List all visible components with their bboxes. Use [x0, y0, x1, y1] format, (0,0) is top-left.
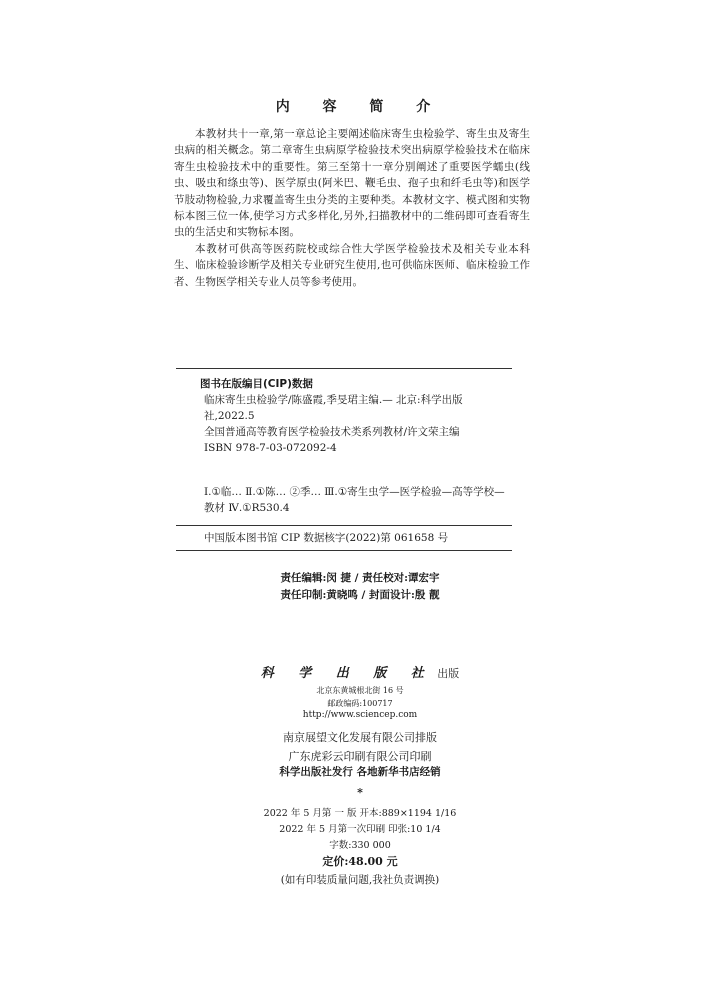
quality-notice: (如有印装质量问题,我社负责调换): [280, 874, 440, 886]
cip-record: 中国版本图书馆 CIP 数据核字(2022)第 061658 号: [204, 532, 449, 544]
publisher-name: 科 学 出 版 社: [260, 666, 434, 681]
cip-classification-block: [176, 484, 512, 516]
publisher-url: http://www.sciencep.com: [302, 710, 418, 720]
cip-top-rule: [176, 368, 512, 369]
publisher-postcode: 邮政编码:100717: [327, 699, 393, 708]
publisher-address: 北京东黄城根北街 16 号: [316, 686, 404, 695]
cip-bottom-rule: [176, 550, 512, 551]
cip-heading: 图书在版编目(CIP)数据: [200, 378, 313, 390]
printer-line: 广东虎彩云印刷有限公司印刷: [288, 750, 432, 763]
price: 定价:48.00 元: [322, 855, 398, 868]
publisher-line: [0, 662, 720, 681]
cip-classification: Ⅰ.①临… Ⅱ.①陈… ②季… Ⅲ.①寄生虫学—医学检验—高等学校—教材 Ⅳ.①R530.4: [204, 486, 505, 514]
cip-record-block: [176, 530, 512, 546]
cip-entry-title: 临床寄生虫检验学/陈盛霞,季旻珺主编.— 北京:科学出版社,2022.5: [204, 394, 463, 422]
cip-entry-series: 全国普通高等教育医学检验技术类系列教材/许文荣主编: [204, 426, 460, 438]
intro-paragraph: 本教材可供高等医药院校或综合性大学医学检验技术及相关专业本科生、临床检验诊断学及相关专业研究生使用,也可供临床医师、临床检验工作者、生物医学相关专业人员等参考使用。: [174, 242, 530, 288]
intro-paragraph: 本教材共十一章,第一章总论主要阐述临床寄生虫检验学、寄生虫及寄生虫病的相关概念。第二章寄生虫病原学检验技术突出病原学检验技术在临床寄生虫检验技术中的重要性。第三至第十一章分别阐述了重要医学蠕虫(线虫、吸虫和绦虫等)、医学原虫(阿米巴、鞭毛虫、孢子虫和纤毛虫等)和医学节肢动物检验,力求覆盖寄生虫分类的主要种类。本教材文字、模式图和实物标本图三位一体,使学习方式多样化,另外,扫描教材中的二维码即可查看寄生虫的生活史和实物标本图。: [174, 128, 530, 239]
editors-block: [0, 570, 720, 604]
cip-mid-rule: [176, 525, 512, 526]
publisher-suffix: 出版: [437, 667, 460, 680]
separator-star: *: [357, 786, 363, 799]
editors-line: 责任印制:黄晓鸣 / 封面设计:殷 靓: [280, 589, 440, 601]
word-count: 字数:330 000: [329, 840, 391, 851]
intro-body: [174, 126, 530, 290]
cip-isbn: ISBN 978-7-03-072092-4: [204, 442, 337, 454]
editors-line: 责任编辑:闵 捷 / 责任校对:谭宏宇: [280, 572, 440, 584]
distribution-line: 科学出版社发行 各地新华书店经销: [279, 766, 441, 778]
typesetter-line: 南京展望文化发展有限公司排版: [283, 731, 437, 744]
cip-block: [176, 376, 512, 456]
printing-line: 2022 年 5 月第一次印刷 印张:10 1/4: [279, 824, 441, 835]
edition-line: 2022 年 5 月第 一 版 开本:889×1194 1/16: [263, 808, 457, 819]
intro-title: 内 容 简 介: [275, 99, 445, 115]
